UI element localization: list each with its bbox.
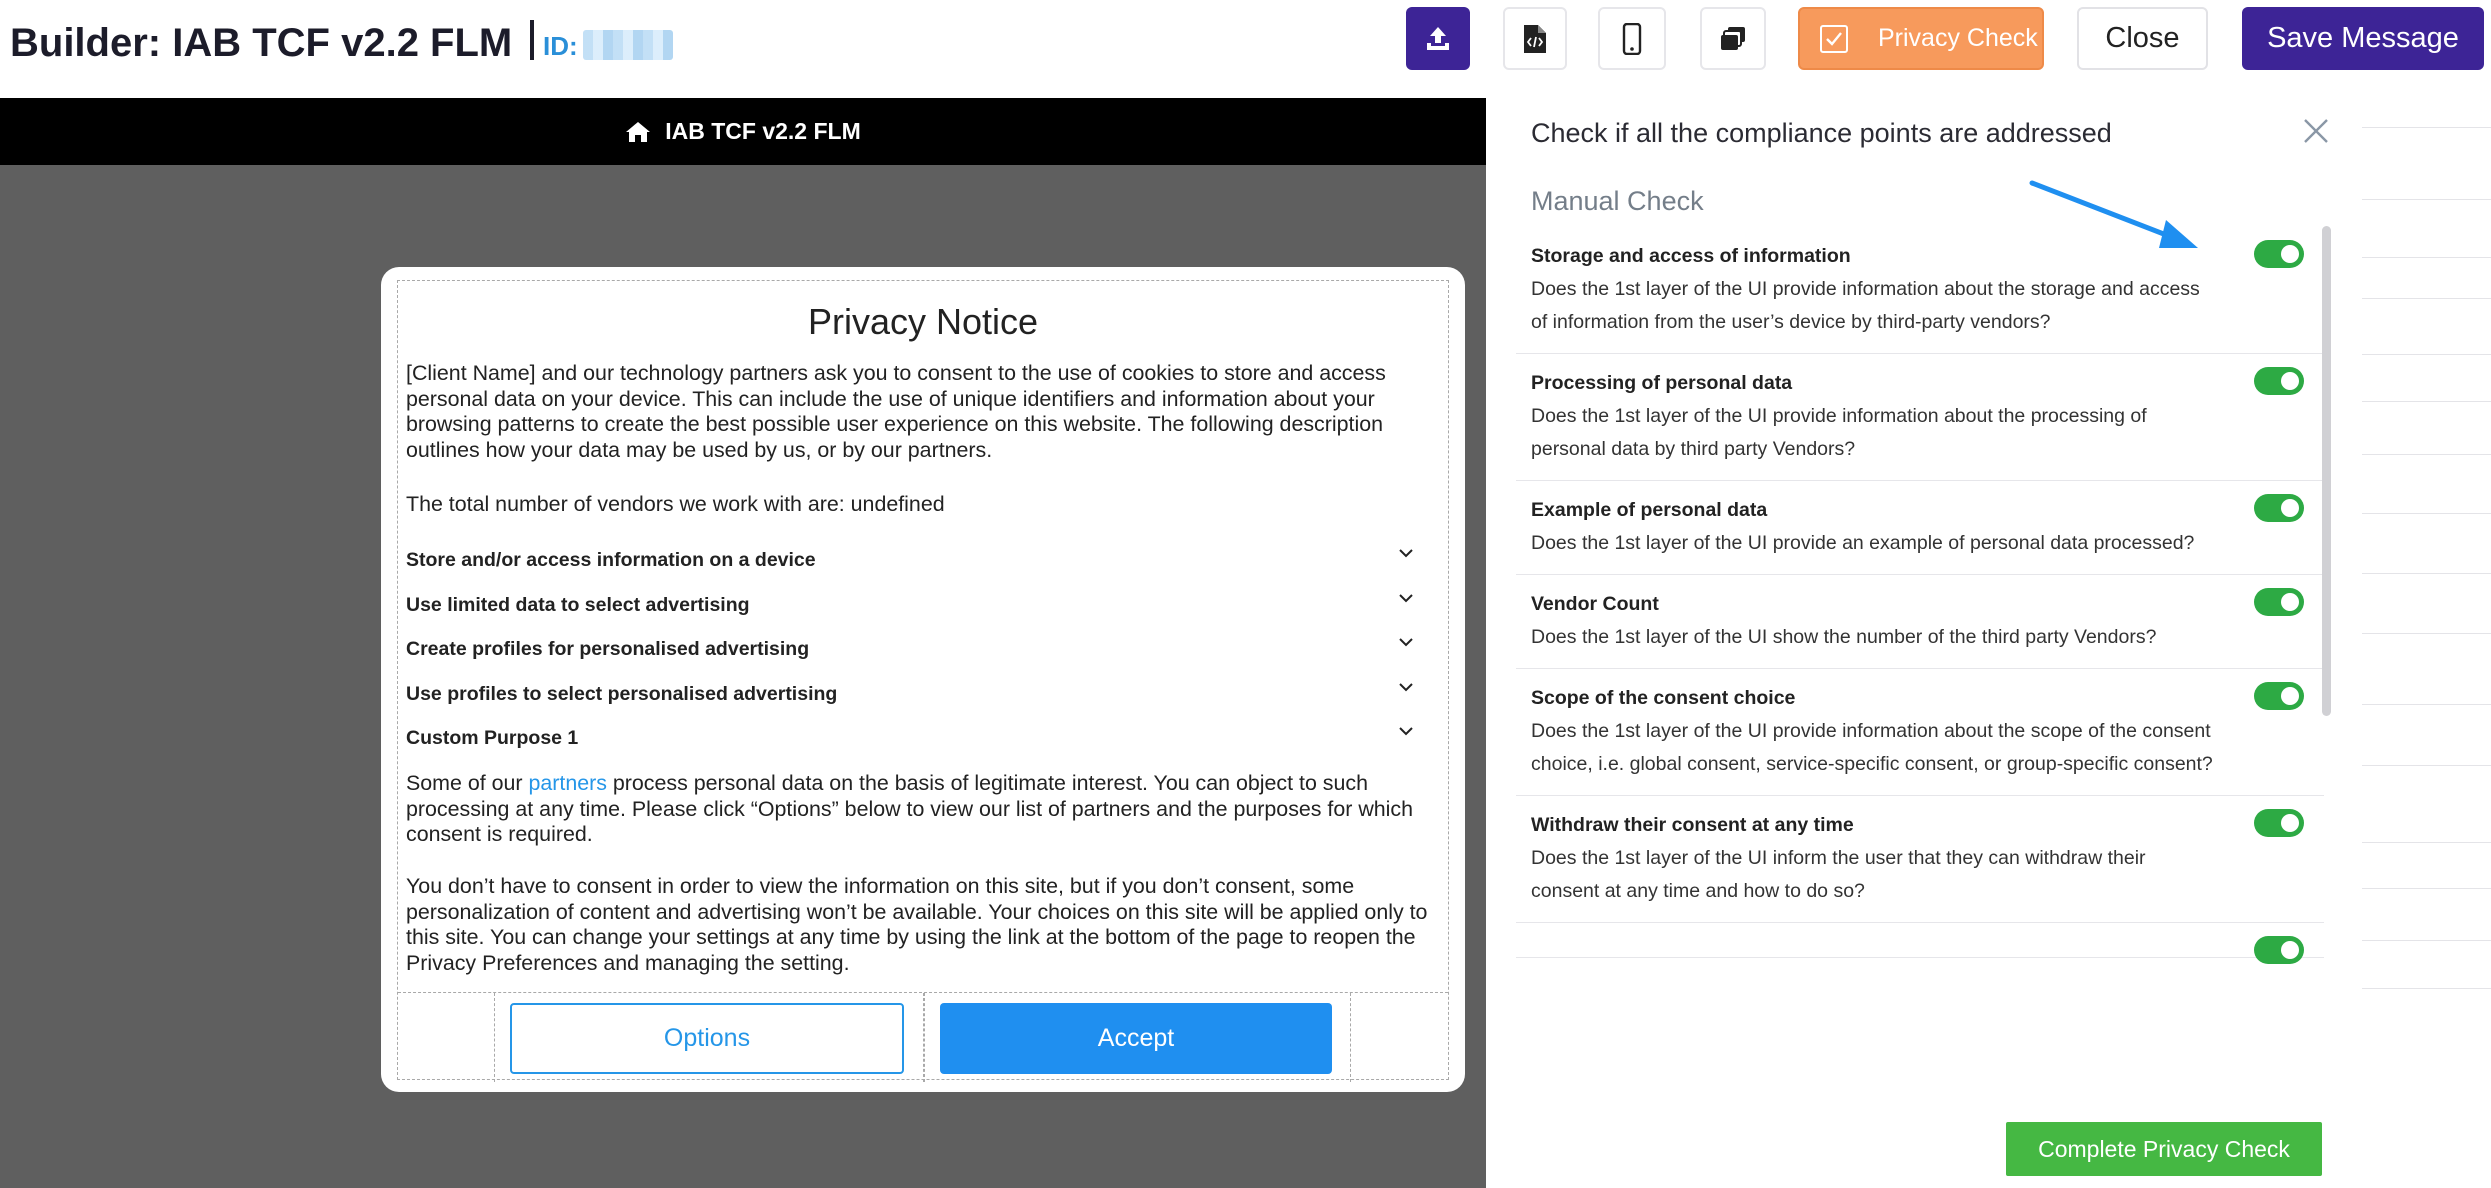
notice-intro-text: [Client Name] and our technology partners ask you to consent to the use of cookies to store and access personal data on your device. This can include the use of unique identifiers and information about your browsing patterns to create the best possible user experience on this website. The following description outlines how your data may be used by us, or by our partners. [406, 361, 1386, 462]
chevron-down-icon [1396, 588, 1416, 608]
check-item: Example of personal data Does the 1st layer of the UI provide an example of personal data processed? [1516, 481, 2324, 575]
close-icon[interactable] [2301, 116, 2331, 146]
check-item: Scope of the consent choice Does the 1st layer of the UI provide information about the scope of the consent choice, i.e. global consent, service-specific consent, or group-specific consent? [1516, 669, 2324, 796]
notice-button-row [398, 992, 1448, 1081]
preview-title-bar [0, 98, 1486, 165]
compliance-check-list [1516, 227, 2324, 1094]
check-item: Processing of personal data Does the 1st layer of the UI provide information about the processing of personal data by third party Vendors? [1516, 354, 2324, 481]
code-file-icon [1522, 23, 1548, 55]
mobile-preview-button[interactable] [1598, 7, 1666, 70]
purpose-list [406, 539, 1436, 762]
upload-button[interactable] [1406, 7, 1470, 70]
annotation-arrow-icon [2026, 178, 2206, 258]
checkbox-icon [1820, 25, 1848, 53]
privacy-notice-modal [381, 267, 1465, 1092]
panel-heading: Check if all the compliance points are addressed [1531, 118, 2112, 148]
check-toggle[interactable] [2254, 588, 2304, 616]
mobile-icon [1622, 23, 1642, 55]
background-table-lines [2362, 98, 2491, 1188]
section-title: Manual Check [1531, 186, 1704, 216]
purpose-item[interactable]: Store and/or access information on a device [406, 539, 1436, 584]
options-button[interactable]: Options [510, 1003, 904, 1074]
check-toggle[interactable] [2254, 367, 2304, 395]
top-bar [0, 0, 2491, 98]
layers-button[interactable] [1700, 7, 1766, 70]
purpose-item[interactable]: Custom Purpose 1 [406, 717, 1436, 762]
panel-scrollbar[interactable] [2322, 226, 2331, 716]
check-item [1516, 923, 2324, 958]
notice-container [397, 280, 1449, 1080]
complete-privacy-check-button[interactable]: Complete Privacy Check [2006, 1122, 2322, 1176]
check-toggle[interactable] [2254, 809, 2304, 837]
home-icon [625, 120, 651, 144]
check-item: Withdraw their consent at any time Does the 1st layer of the UI inform the user that they can withdraw their consent at any time and how to do so? [1516, 796, 2324, 923]
check-toggle[interactable] [2254, 494, 2304, 522]
legitimate-interest-text: Some of our partners process personal data on the basis of legitimate interest. You can object to such processing at any time. Please click “Options” below to view our list of partners and the purposes for which consent is required. [406, 771, 1414, 846]
privacy-check-button[interactable] [1798, 7, 2044, 70]
close-button[interactable]: Close [2077, 7, 2208, 70]
message-preview [0, 98, 1486, 1188]
page-title: Builder: IAB TCF v2.2 FLM [10, 20, 548, 66]
check-toggle[interactable] [2254, 682, 2304, 710]
privacy-check-label: Privacy Check [1878, 24, 2038, 52]
chevron-down-icon [1396, 677, 1416, 697]
partners-link[interactable]: partners [528, 771, 607, 795]
id-label: ID: [543, 31, 578, 61]
check-toggle[interactable] [2254, 936, 2304, 964]
purpose-item[interactable]: Create profiles for personalised advertising [406, 628, 1436, 673]
privacy-check-panel [1486, 98, 2491, 1188]
save-message-button[interactable]: Save Message [2242, 7, 2484, 70]
layers-icon [1718, 24, 1748, 54]
id-value-redacted [583, 30, 673, 60]
check-item: Vendor Count Does the 1st layer of the UI show the number of the third party Vendors? [1516, 575, 2324, 669]
accept-button[interactable]: Accept [940, 1003, 1332, 1074]
check-toggle[interactable] [2254, 240, 2304, 268]
chevron-down-icon [1396, 632, 1416, 652]
upload-icon [1423, 24, 1453, 54]
preview-title: IAB TCF v2.2 FLM [665, 118, 861, 144]
code-view-button[interactable] [1503, 7, 1567, 70]
chevron-down-icon [1396, 543, 1416, 563]
consent-info-text: You don’t have to consent in order to view the information on this site, but if you don’t consent, some personalization of content and advertising won’t be available. Your choices on this site will be applied only to this site. You can change your settings at any time by using the link at the bottom of the page to reopen the Privacy Preferences and managing the setting. [406, 874, 1428, 975]
check-item: Storage and access of information Does the 1st layer of the UI provide information about the storage and access of information from the user’s device by third-party vendors? [1516, 227, 2324, 354]
vendor-count-text: The total number of vendors we work with are: undefined [406, 492, 945, 516]
chevron-down-icon [1396, 721, 1416, 741]
button-row-divider [923, 993, 925, 1082]
purpose-item[interactable]: Use limited data to select advertising [406, 584, 1436, 629]
notice-title: Privacy Notice [807, 301, 1039, 342]
purpose-item[interactable]: Use profiles to select personalised advertising [406, 673, 1436, 718]
